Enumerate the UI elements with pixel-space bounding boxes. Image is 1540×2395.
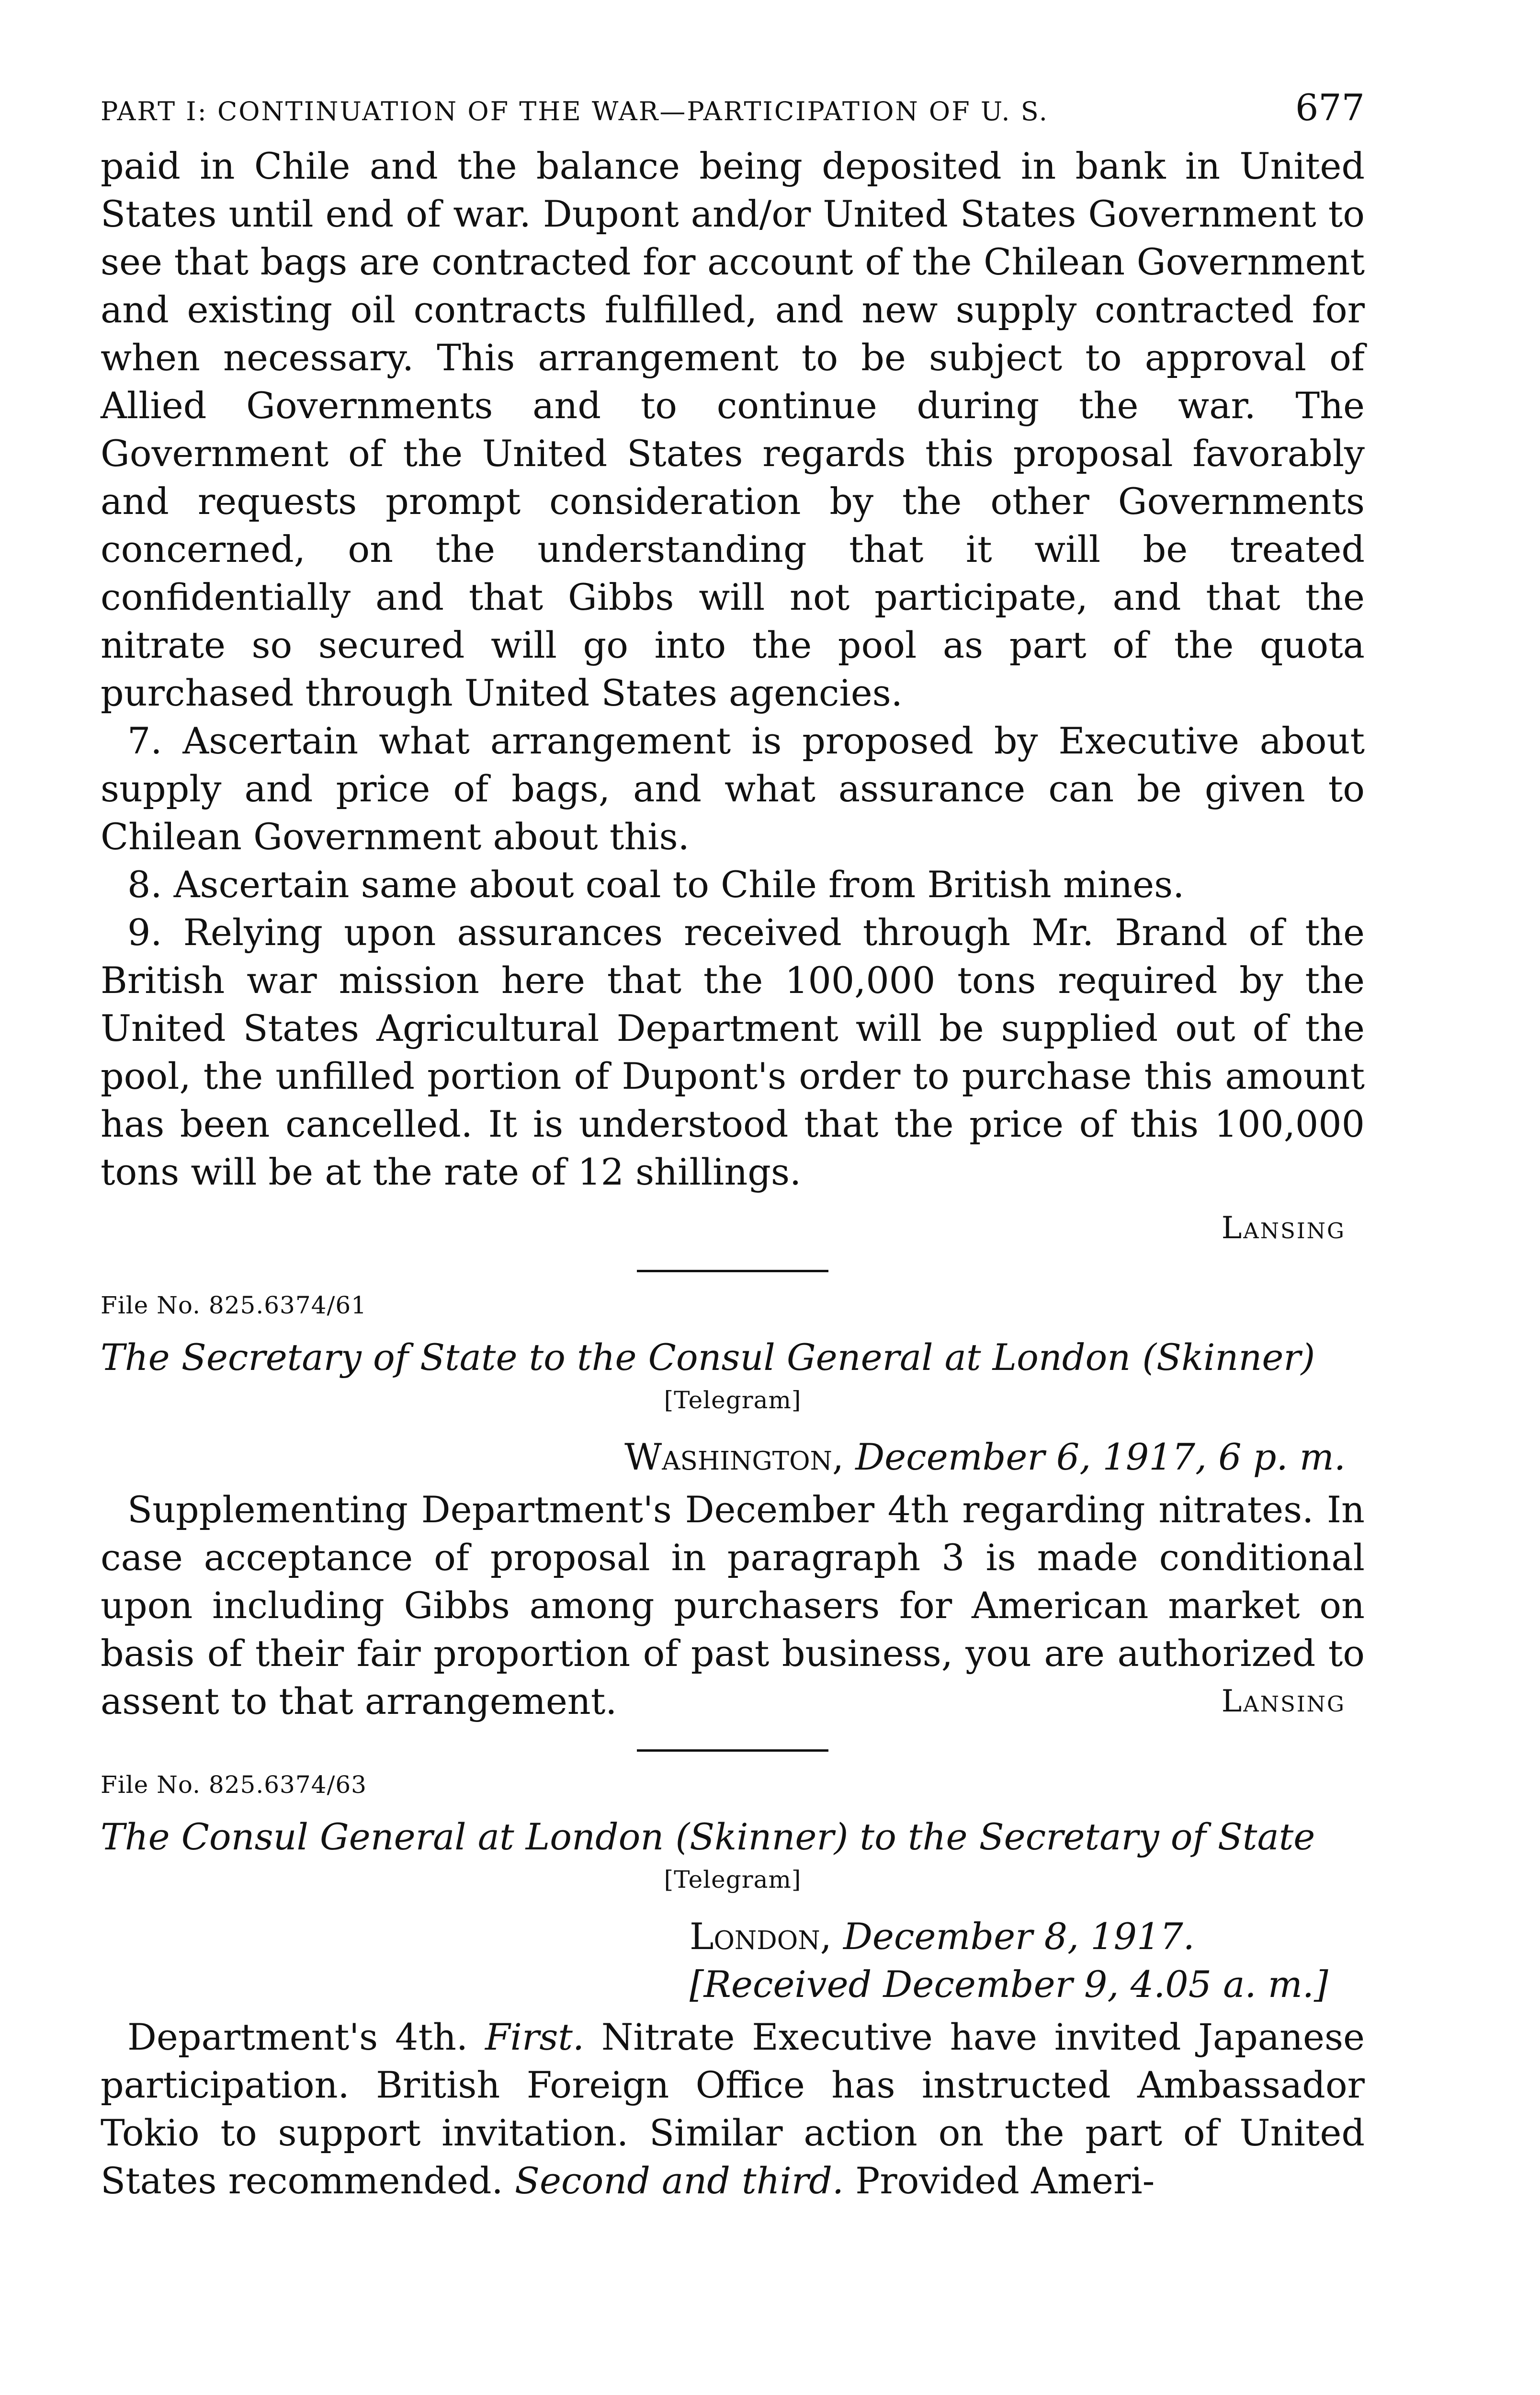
body-mid: Nitrate Executive have invited Japanese participation. British Foreign Office has instructed Ambassador Tokio to support invitation. Similar action on the part of United States recommended. <box>101 2016 1365 2202</box>
document-title-2: The Secretary of State to the Consul General at London (Skinner) <box>101 1336 1315 1379</box>
second-third-label: Second and third. <box>514 2159 844 2202</box>
received-line: [Received December 9, 4.05 a. m.] <box>690 1963 1328 2006</box>
signature-lansing-1: Lansing <box>1221 1210 1346 1246</box>
section-divider-1 <box>637 1270 828 1272</box>
dateline-place: Washington, <box>624 1436 844 1478</box>
telegram-body-text: Supplementing Department's December 4th regarding nitrates. In case acceptance of proposal in paragraph 3 is made conditional upon including Gibbs among purchasers for American market on basis of their fair proportion of past business, you are authorized to assent to that arrangement. <box>101 1488 1365 1722</box>
dateline-date-london: December 8, 1917. <box>843 1915 1195 1958</box>
body-end: Provided Ameri- <box>855 2159 1155 2202</box>
document-page <box>101 86 1365 2205</box>
paragraph-8: 8. Ascertain same about coal to Chile from British mines. <box>127 863 1185 906</box>
running-head <box>101 86 1365 129</box>
signature-lansing-2: Lansing <box>1221 1684 1346 1719</box>
telegram-label-2: [Telegram] <box>664 1386 802 1414</box>
body-start: Department's 4th. <box>127 2016 468 2058</box>
dateline-london <box>101 1913 1346 2008</box>
dateline-date: December 6, 1917, 6 p. m. <box>855 1436 1346 1478</box>
document-title-3: The Consul General at London (Skinner) to the Secretary of State <box>101 1815 1315 1858</box>
page-number: 677 <box>1295 86 1365 129</box>
paragraph-continued: paid in Chile and the balance being deposited in bank in United States until end of war. Dupont and/or United States Government to see that bags are contracted for account of the Chilean Government and existing oil contracts fulfilled, and new supply contracted for when necessary. This arrangement to be subject to approval of Allied Governments and to continue during the war. The Government of the United States regards this proposal favorably and requests prompt consideration by the other Governments concerned, on the understanding that it will be treated confidentially and that Gibbs will not participate, and that the nitrate so secured will go into the pool as part of the quota purchased through United States agencies. <box>101 145 1365 714</box>
telegram-body-3 <box>101 2013 1365 2205</box>
dateline-london-line <box>690 1913 1346 1961</box>
file-number-61: File No. 825.6374/61 <box>101 1291 367 1319</box>
section-divider-2 <box>637 1749 828 1752</box>
first-label: First. <box>485 2016 585 2058</box>
running-title: PART I: CONTINUATION OF THE WAR—PARTICIPATION OF U. S. <box>101 96 1049 126</box>
dateline-place-london: London, <box>690 1915 832 1958</box>
paragraph-9: 9. Relying upon assurances received through Mr. Brand of the British war mission here that the 100,000 tons required by the United States Agricultural Department will be supplied out of the pool, the unfilled portion of Dupont's order to purchase this amount has been cancelled. It is understood that the price of this 100,000 tons will be at the rate of 12 shillings. <box>101 911 1365 1193</box>
telegram-body-2 <box>101 1486 1365 1725</box>
file-number-63: File No. 825.6374/63 <box>101 1771 367 1799</box>
paragraph-7: 7. Ascertain what arrangement is proposed by Executive about supply and price of bags, and what assurance can be given to Chilean Government about this. <box>101 719 1365 858</box>
telegram-label-3: [Telegram] <box>664 1866 802 1893</box>
dateline-washington <box>101 1433 1346 1481</box>
